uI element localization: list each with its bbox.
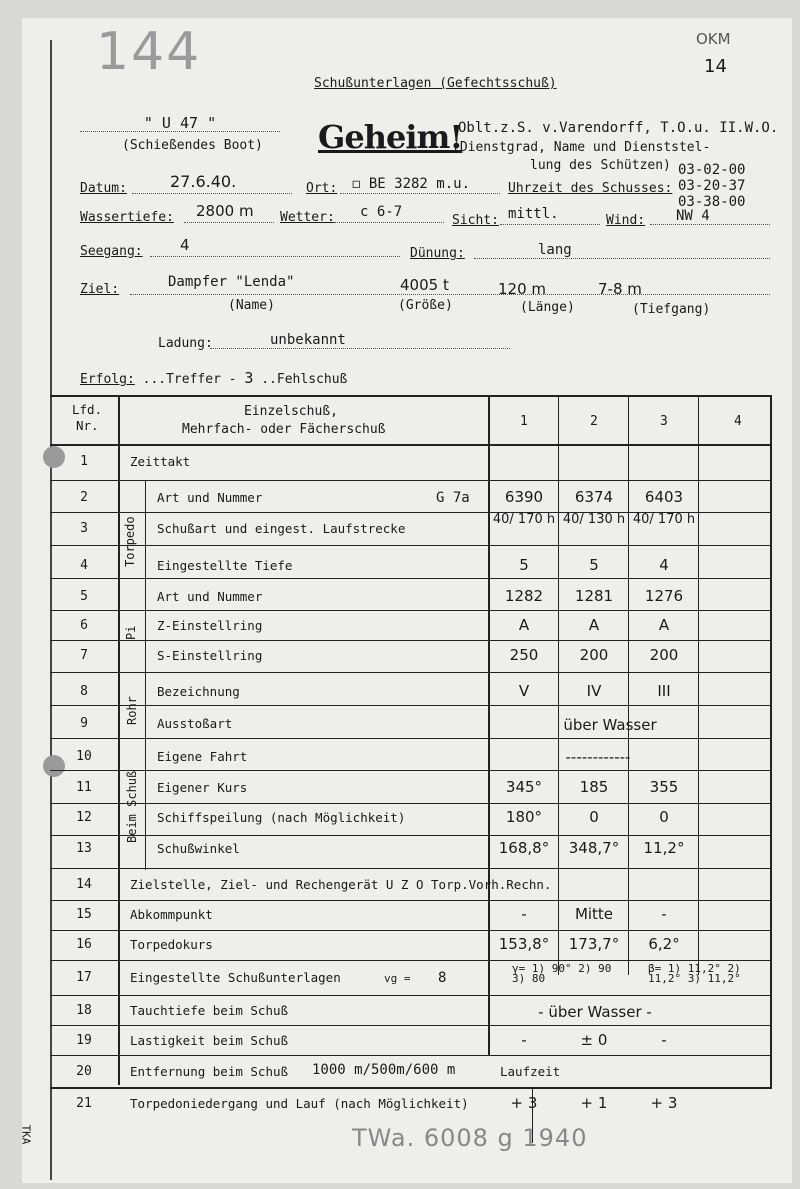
- row-5-col-2: 1281: [574, 587, 614, 605]
- row-20-dist: 1000 m/500m/600 m: [312, 1062, 456, 1078]
- row-number-5: 5: [80, 589, 88, 604]
- duenung-value: lang: [538, 242, 572, 258]
- row-18-label: Tauchtiefe beim Schuß: [130, 1003, 289, 1018]
- row-number-6: 6: [80, 618, 88, 633]
- row-number-20: 20: [76, 1064, 92, 1079]
- corner-mark: OKM: [696, 30, 731, 48]
- duenung-label: Dünung:: [410, 246, 465, 261]
- row-19-col-2: ± 0: [580, 1031, 608, 1049]
- uhrzeit-label: Uhrzeit des Schusses:: [508, 181, 673, 196]
- ziel-tiefgang: 7-8 m: [598, 280, 642, 298]
- row-number-18: 18: [76, 1003, 92, 1018]
- row-3-col-1: 40/ 170 h: [492, 512, 556, 527]
- row-6-label: Z-Einstellring: [157, 618, 263, 633]
- row-12-label: Schiffspeilung (nach Möglichkeit): [157, 810, 406, 825]
- group-torpedo: Torpedo: [123, 516, 137, 567]
- uhrzeit-values: [678, 162, 745, 210]
- row-2-col-2: 6374: [574, 488, 614, 506]
- row-12-col-3: 0: [659, 808, 669, 826]
- header-col-4: 4: [734, 414, 742, 429]
- seegang-value: 4: [180, 236, 190, 254]
- row-5-label: Art und Nummer: [157, 589, 263, 604]
- erfolg-fehlschuss: Fehlschuß: [276, 372, 348, 387]
- row-number-3: 3: [80, 521, 88, 536]
- row-3-col-2: 40/ 130 h: [562, 512, 626, 527]
- row-16-col-1: 153,8°: [498, 935, 550, 953]
- row-number-14: 14: [76, 877, 92, 892]
- row-15-label: Abkommpunkt: [130, 907, 213, 922]
- row-11-label: Eigener Kurs: [157, 780, 248, 795]
- row-9-label: Ausstoßart: [157, 716, 233, 731]
- boat-value: " U 47 ": [143, 114, 217, 132]
- row-5-col-1: 1282: [504, 587, 544, 605]
- row-11-col-1: 345°: [505, 778, 543, 796]
- row-4-col-1: 5: [519, 556, 529, 574]
- row-4-col-2: 5: [589, 556, 599, 574]
- row-17-vg-val: 8: [438, 970, 447, 986]
- ziel-laenge-label: (Länge): [520, 300, 575, 315]
- group-pi: Pi: [124, 625, 138, 640]
- row-17-gamma: γ= 1) 90° 2) 90 3) 80: [512, 962, 612, 985]
- row-18-span: - über Wasser -: [538, 1003, 652, 1021]
- row-8-col-3: III: [657, 682, 671, 700]
- row-8-col-2: IV: [586, 682, 602, 700]
- row-12-col-1: 180°: [505, 808, 543, 826]
- row-number-15: 15: [76, 907, 92, 922]
- row-number-2: 2: [80, 490, 88, 505]
- header-col-3: 3: [660, 414, 668, 429]
- row-16-label: Torpedokurs: [130, 937, 213, 952]
- sicht-label: Sicht:: [452, 213, 499, 228]
- header-col-2: 2: [590, 414, 598, 429]
- row-2-col-1: 6390: [504, 488, 544, 506]
- row-13-label: Schußwinkel: [157, 841, 240, 856]
- seegang-label: Seegang:: [80, 244, 143, 259]
- row-2-extra: G 7a: [436, 490, 470, 506]
- row-number-7: 7: [80, 648, 88, 663]
- footer-stamp: TWa. 6008 g 1940: [352, 1124, 588, 1152]
- row-number-8: 8: [80, 684, 88, 699]
- row-number-16: 16: [76, 937, 92, 952]
- shooter-label-1: (Dienstgrad, Name und Dienststel-: [452, 140, 711, 155]
- header-nr: Nr.: [76, 418, 99, 433]
- wind-label: Wind:: [606, 213, 646, 228]
- row-13-col-1: 168,8°: [498, 839, 550, 857]
- row-number-4: 4: [80, 558, 88, 573]
- row-15-col-1: -: [521, 905, 527, 923]
- uhrzeit-1: 03-02-00: [678, 162, 746, 178]
- row-15-col-3: -: [661, 905, 667, 923]
- row-2-col-3: 6403: [644, 488, 684, 506]
- row-21-col-2: + 1: [580, 1094, 608, 1112]
- row-11-col-3: 355: [649, 778, 679, 796]
- boat-label: (Schießendes Boot): [122, 138, 263, 153]
- row-20-label: Entfernung beim Schuß: [130, 1064, 289, 1079]
- row-7-col-2: 200: [579, 646, 609, 664]
- uhrzeit-2: 03-20-37: [678, 178, 746, 194]
- shooter-value: Oblt.z.S. v.Varendorff, T.O.u. II.W.O.: [458, 120, 779, 136]
- row-3-col-3: 40/ 170 h: [632, 512, 696, 527]
- row-number-9: 9: [80, 716, 88, 731]
- sicht-value: mittl.: [508, 206, 559, 222]
- shooter-label-2: lung des Schützen): [530, 158, 671, 173]
- row-20-laufzeit: Laufzeit: [500, 1064, 561, 1079]
- ziel-groesse: 4005 t: [400, 276, 449, 294]
- row-13-col-3: 11,2°: [643, 839, 685, 857]
- ladung-label: Ladung:: [158, 336, 213, 351]
- row-7-label: S-Einstellring: [157, 648, 263, 663]
- datum-value: 27.6.40.: [170, 172, 237, 191]
- header-einzel: Einzelschuß,: [244, 404, 338, 419]
- group-beim-schuss: Beim Schuß: [125, 770, 139, 843]
- row-21-label: Torpedoniedergang und Lauf (nach Möglichkeit): [130, 1096, 469, 1111]
- row-15-col-2: Mitte: [574, 905, 614, 923]
- ziel-name-label: (Name): [228, 298, 275, 313]
- wassertiefe-value: 2800 m: [196, 202, 254, 220]
- row-6-col-1: A: [518, 616, 530, 634]
- row-number-19: 19: [76, 1033, 92, 1048]
- stamp-number: 144: [96, 22, 202, 82]
- row-7-col-1: 250: [509, 646, 539, 664]
- row-3-label: Schußart und eingest. Laufstrecke: [157, 521, 406, 536]
- row-19-col-1: -: [521, 1031, 527, 1049]
- row-6-col-2: A: [588, 616, 600, 634]
- row-19-label: Lastigkeit beim Schuß: [130, 1033, 289, 1048]
- ort-value: ◻ BE 3282 m.u.: [352, 176, 471, 192]
- erfolg-count: 3: [244, 369, 254, 387]
- header-mehr: Mehrfach- oder Fächerschuß: [182, 422, 386, 437]
- wind-value: NW 4: [676, 208, 710, 224]
- corner-number: 14: [704, 56, 727, 77]
- wassertiefe-label: Wassertiefe:: [80, 210, 174, 225]
- row-4-label: Eingestellte Tiefe: [157, 558, 293, 573]
- uhrzeit-3: 03-38-00: [678, 194, 746, 210]
- row-number-13: 13: [76, 841, 92, 856]
- side-mark: TKA: [19, 1124, 33, 1145]
- row-10-span: ------------: [565, 748, 631, 766]
- erfolg-dash: -: [228, 372, 237, 387]
- form-title: Schußunterlagen (Gefechtsschuß): [314, 76, 557, 91]
- row-4-col-3: 4: [659, 556, 669, 574]
- ladung-value: unbekannt: [270, 332, 346, 348]
- row-11-col-2: 185: [579, 778, 609, 796]
- wetter-value: c 6-7: [360, 204, 403, 220]
- secret-stamp: Geheim!: [318, 118, 463, 156]
- erfolg-treffer: Treffer: [166, 372, 221, 387]
- ort-label: Ort:: [306, 181, 338, 196]
- row-number-1: 1: [80, 454, 88, 469]
- row-6-col-3: A: [658, 616, 670, 634]
- row-number-21: 21: [76, 1096, 92, 1111]
- row-17-vg: vg =: [384, 972, 411, 985]
- wetter-label: Wetter:: [280, 210, 335, 225]
- header-lfd: Lfd.: [72, 402, 103, 417]
- row-7-col-3: 200: [649, 646, 679, 664]
- row-13-col-2: 348,7°: [568, 839, 620, 857]
- datum-label: Datum:: [80, 181, 127, 196]
- row-number-10: 10: [76, 749, 92, 764]
- erfolg-row: Erfolg: ...Treffer - 3 ..Fehlschuß: [80, 369, 348, 387]
- row-14-label: Zielstelle, Ziel- und Rechengerät U Z O Torp.Vorh.Rechn.: [130, 877, 552, 892]
- row-17-label: Eingestellte Schußunterlagen: [130, 970, 341, 985]
- row-21-col-3: + 3: [650, 1094, 678, 1112]
- boat-dots: [80, 131, 280, 132]
- row-9-span: über Wasser: [563, 716, 657, 734]
- row-1-label: Zeittakt: [130, 454, 191, 469]
- ziel-name: Dampfer "Lenda": [168, 274, 295, 290]
- row-17-beta: β= 1) 11,2° 2) 11,2° 3) 11,2°: [648, 962, 741, 985]
- row-21-col-1: + 3: [510, 1094, 538, 1112]
- row-2-label: Art und Nummer: [157, 490, 263, 505]
- row-number-17: 17: [76, 970, 92, 985]
- row-8-label: Bezeichnung: [157, 684, 240, 699]
- row-5-col-3: 1276: [644, 587, 684, 605]
- row-12-col-2: 0: [589, 808, 599, 826]
- ziel-label: Ziel:: [80, 282, 120, 297]
- ziel-groesse-label: (Größe): [398, 298, 453, 313]
- row-8-col-1: V: [518, 682, 530, 700]
- row-number-11: 11: [76, 780, 92, 795]
- ziel-tiefgang-label: (Tiefgang): [632, 302, 711, 317]
- row-number-12: 12: [76, 810, 92, 825]
- row-16-col-3: 6,2°: [648, 935, 680, 953]
- ziel-laenge: 120 m: [498, 280, 547, 298]
- row-19-col-3: -: [661, 1031, 667, 1049]
- erfolg-label: Erfolg:: [80, 372, 135, 387]
- row-16-col-2: 173,7°: [568, 935, 620, 953]
- row-10-label: Eigene Fahrt: [157, 749, 248, 764]
- group-rohr: Rohr: [125, 696, 139, 725]
- header-col-1: 1: [520, 414, 528, 429]
